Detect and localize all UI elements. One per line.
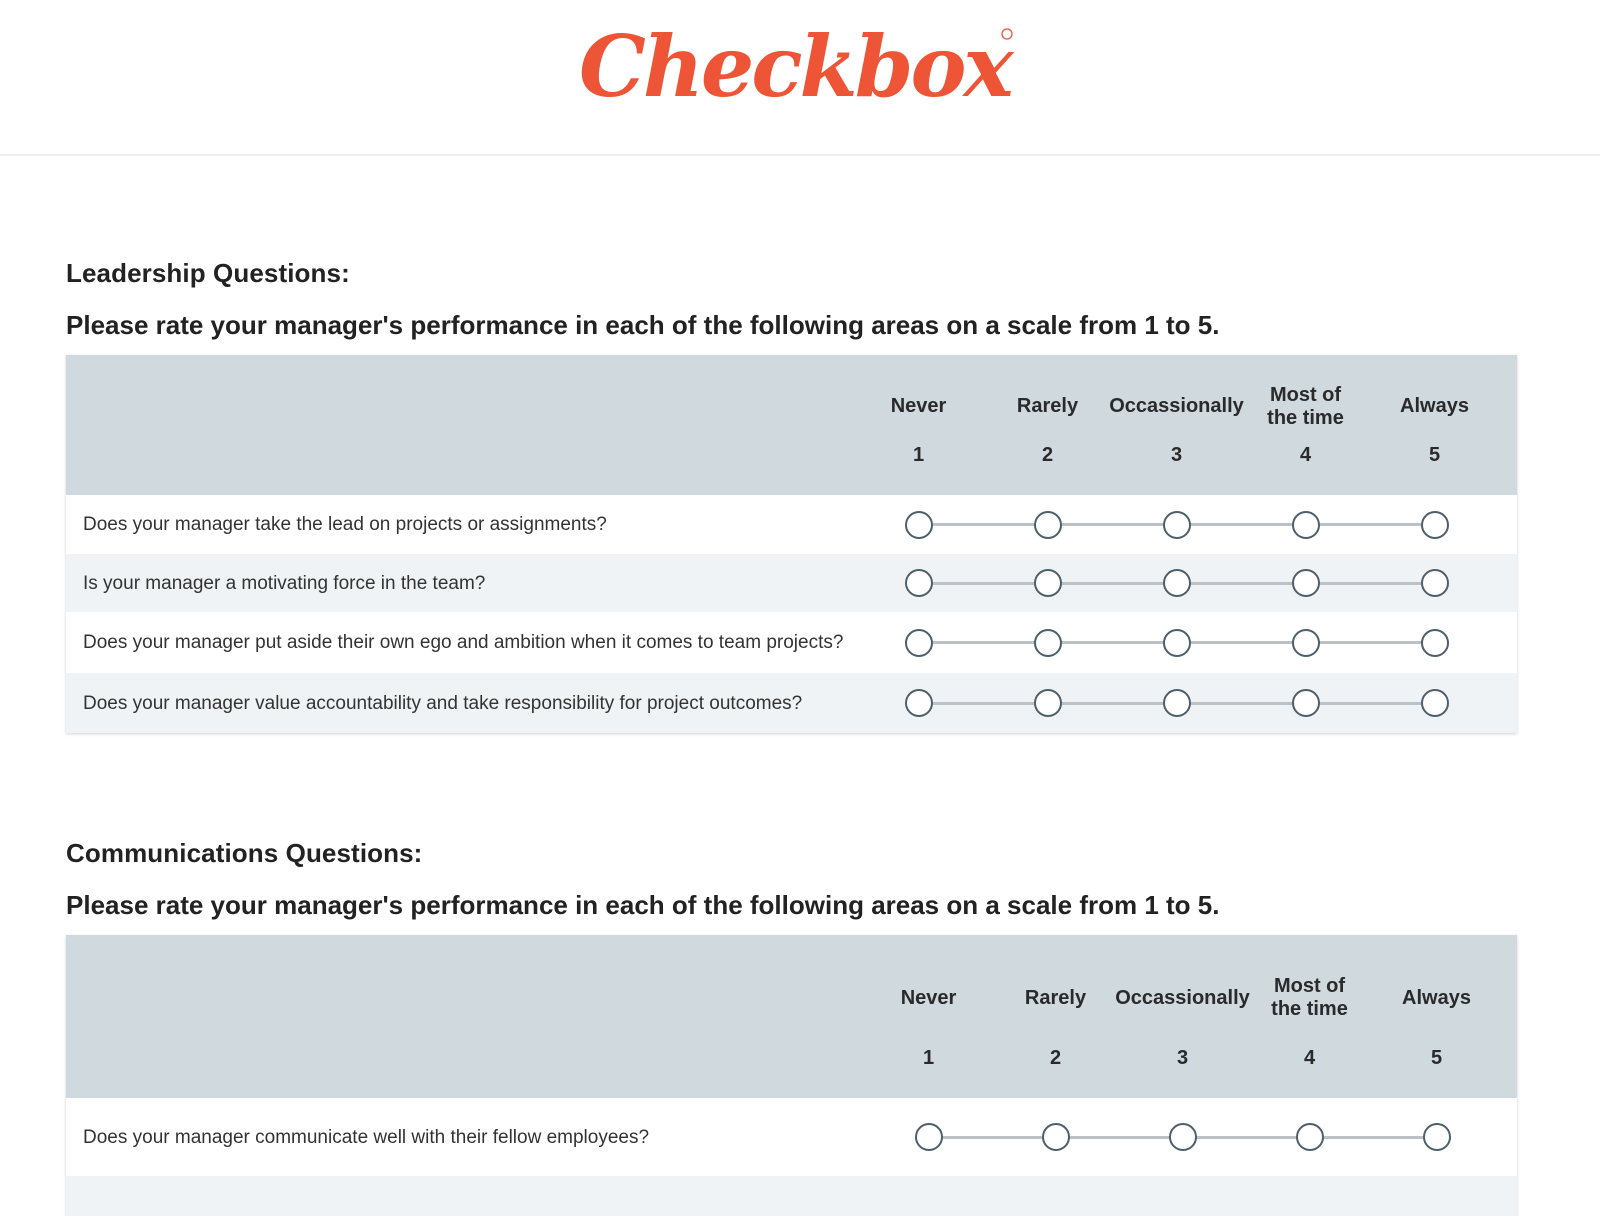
rating-cell <box>854 612 983 673</box>
scale-column-header <box>1246 935 1373 1098</box>
rating-radio-2[interactable] <box>1042 1123 1070 1151</box>
scale-label <box>865 964 992 1033</box>
empty-cell <box>1246 1176 1373 1216</box>
rating-cell <box>1241 554 1370 612</box>
rating-cell <box>983 673 1112 733</box>
empty-cell <box>66 1176 865 1216</box>
rating-radio-5[interactable] <box>1421 689 1449 717</box>
scale-number: 5 <box>1428 443 1441 466</box>
rating-radio-1[interactable] <box>905 569 933 597</box>
rating-cell <box>983 554 1112 612</box>
rating-cell <box>1112 554 1241 612</box>
rating-radio-4[interactable] <box>1292 689 1320 717</box>
rating-cell <box>1370 612 1499 673</box>
rating-cell <box>854 554 983 612</box>
scale-column-header <box>1115 935 1250 1098</box>
row-padding <box>1499 495 1517 554</box>
rating-cell <box>983 612 1112 673</box>
rating-radio-4[interactable] <box>1292 629 1320 657</box>
scale-label-text: Never <box>890 395 947 417</box>
scale-header-row <box>66 935 1517 1098</box>
scale-number: 1 <box>922 1046 935 1069</box>
empty-cell <box>992 1176 1119 1216</box>
rating-radio-5[interactable] <box>1421 511 1449 539</box>
rating-radio-5[interactable] <box>1421 569 1449 597</box>
rating-cell <box>1112 495 1241 554</box>
section-subtitle: Please rate your manager's performance in each of the following areas on a scale from 1 to 5. <box>66 890 1220 920</box>
scale-label <box>992 964 1119 1033</box>
scale-label-text: Rarely <box>1016 395 1079 417</box>
rating-cell <box>865 1098 992 1176</box>
scale-number: 3 <box>1176 1046 1189 1069</box>
rating-cell <box>1370 554 1499 612</box>
blank-header-cell <box>1500 935 1517 1098</box>
scale-number: 4 <box>1303 1046 1316 1069</box>
rating-radio-2[interactable] <box>1034 511 1062 539</box>
scale-column-header <box>1241 355 1370 495</box>
rating-cell <box>854 673 983 733</box>
question-row <box>66 673 1517 733</box>
rating-radio-1[interactable] <box>905 689 933 717</box>
svg-text:Checkbox: Checkbox <box>579 17 1011 114</box>
empty-cell <box>1119 1176 1246 1216</box>
question-row <box>66 1176 1517 1216</box>
scale-column-header <box>865 935 992 1098</box>
rating-cell <box>1370 673 1499 733</box>
question-text: Is your manager a motivating force in the team? <box>66 554 854 612</box>
scale-label <box>1241 384 1370 430</box>
scale-label-text: Most of the time <box>1267 383 1344 429</box>
scale-label <box>1373 964 1500 1033</box>
rating-cell <box>1241 495 1370 554</box>
rating-cell <box>1112 673 1241 733</box>
section-subtitle: Please rate your manager's performance in each of the following areas on a scale from 1 to 5. <box>66 310 1220 340</box>
scale-number: 3 <box>1170 443 1183 466</box>
scale-label-text: Most of the time <box>1271 975 1348 1020</box>
question-row <box>66 1098 1517 1176</box>
rating-radio-4[interactable] <box>1292 511 1320 539</box>
rating-cell <box>983 495 1112 554</box>
scale-label-text: Occassionally <box>1115 986 1250 1009</box>
question-text: Does your manager put aside their own ego and ambition when it comes to team projects? <box>66 612 854 673</box>
scale-column-header <box>992 935 1119 1098</box>
scale-label <box>1109 384 1244 430</box>
row-padding <box>1499 673 1517 733</box>
rating-cell <box>854 495 983 554</box>
rating-radio-4[interactable] <box>1292 569 1320 597</box>
scale-label <box>1115 964 1250 1033</box>
rating-radio-3[interactable] <box>1163 689 1191 717</box>
rating-radio-4[interactable] <box>1296 1123 1324 1151</box>
rating-cell <box>1119 1098 1246 1176</box>
blank-header-cell <box>66 935 865 1098</box>
scale-number: 4 <box>1299 443 1312 466</box>
scale-column-header <box>983 355 1112 495</box>
empty-cell <box>865 1176 992 1216</box>
scale-number: 1 <box>912 443 925 466</box>
scale-label <box>1370 384 1499 430</box>
question-row <box>66 495 1517 554</box>
rating-radio-5[interactable] <box>1423 1123 1451 1151</box>
rating-radio-3[interactable] <box>1163 511 1191 539</box>
rating-radio-1[interactable] <box>905 511 933 539</box>
scale-column-header <box>854 355 983 495</box>
section-title: Leadership Questions: <box>66 258 350 288</box>
rating-radio-1[interactable] <box>915 1123 943 1151</box>
rating-radio-3[interactable] <box>1169 1123 1197 1151</box>
row-padding <box>1499 554 1517 612</box>
scale-label <box>854 384 983 430</box>
page-header <box>0 0 1600 156</box>
question-row <box>66 554 1517 612</box>
section-title: Communications Questions: <box>66 838 423 868</box>
scale-label-text: Always <box>1400 395 1469 417</box>
scale-number: 2 <box>1049 1046 1062 1069</box>
row-padding <box>1499 612 1517 673</box>
rating-cell <box>1241 612 1370 673</box>
rating-matrix <box>66 355 1517 733</box>
scale-label-text: Rarely <box>1024 986 1087 1009</box>
communications-section <box>66 838 1517 1216</box>
rating-radio-3[interactable] <box>1163 629 1191 657</box>
blank-header-cell <box>1499 355 1517 495</box>
question-row <box>66 612 1517 673</box>
rating-radio-5[interactable] <box>1421 629 1449 657</box>
rating-matrix <box>66 935 1517 1216</box>
scale-header-row <box>66 355 1517 495</box>
empty-cell <box>1373 1176 1500 1216</box>
rating-cell <box>1241 673 1370 733</box>
rating-radio-2[interactable] <box>1034 569 1062 597</box>
rating-radio-2[interactable] <box>1034 629 1062 657</box>
empty-cell <box>1500 1176 1517 1216</box>
rating-cell <box>1370 495 1499 554</box>
rating-cell <box>1246 1098 1373 1176</box>
rating-cell <box>992 1098 1119 1176</box>
scale-column-header <box>1109 355 1244 495</box>
rating-radio-3[interactable] <box>1163 569 1191 597</box>
rating-cell <box>1373 1098 1500 1176</box>
scale-label-text: Never <box>900 986 957 1009</box>
rating-radio-2[interactable] <box>1034 689 1062 717</box>
blank-header-cell <box>66 355 854 495</box>
rating-radio-1[interactable] <box>905 629 933 657</box>
question-text: Does your manager value accountability and take responsibility for project outcomes? <box>66 673 854 733</box>
leadership-section <box>66 258 1517 733</box>
scale-number: 2 <box>1041 443 1054 466</box>
question-text: Does your manager take the lead on projects or assignments? <box>66 495 854 554</box>
scale-label-text: Always <box>1402 986 1471 1009</box>
scale-label <box>983 384 1112 430</box>
row-padding <box>1500 1098 1517 1176</box>
checkbox-logo <box>0 14 1600 119</box>
rating-cell <box>1112 612 1241 673</box>
scale-column-header <box>1370 355 1499 495</box>
scale-number: 5 <box>1430 1046 1443 1069</box>
scale-column-header <box>1373 935 1500 1098</box>
scale-label-text: Occassionally <box>1109 395 1244 417</box>
question-text: Does your manager communicate well with their fellow employees? <box>66 1098 865 1176</box>
scale-label <box>1246 964 1373 1033</box>
